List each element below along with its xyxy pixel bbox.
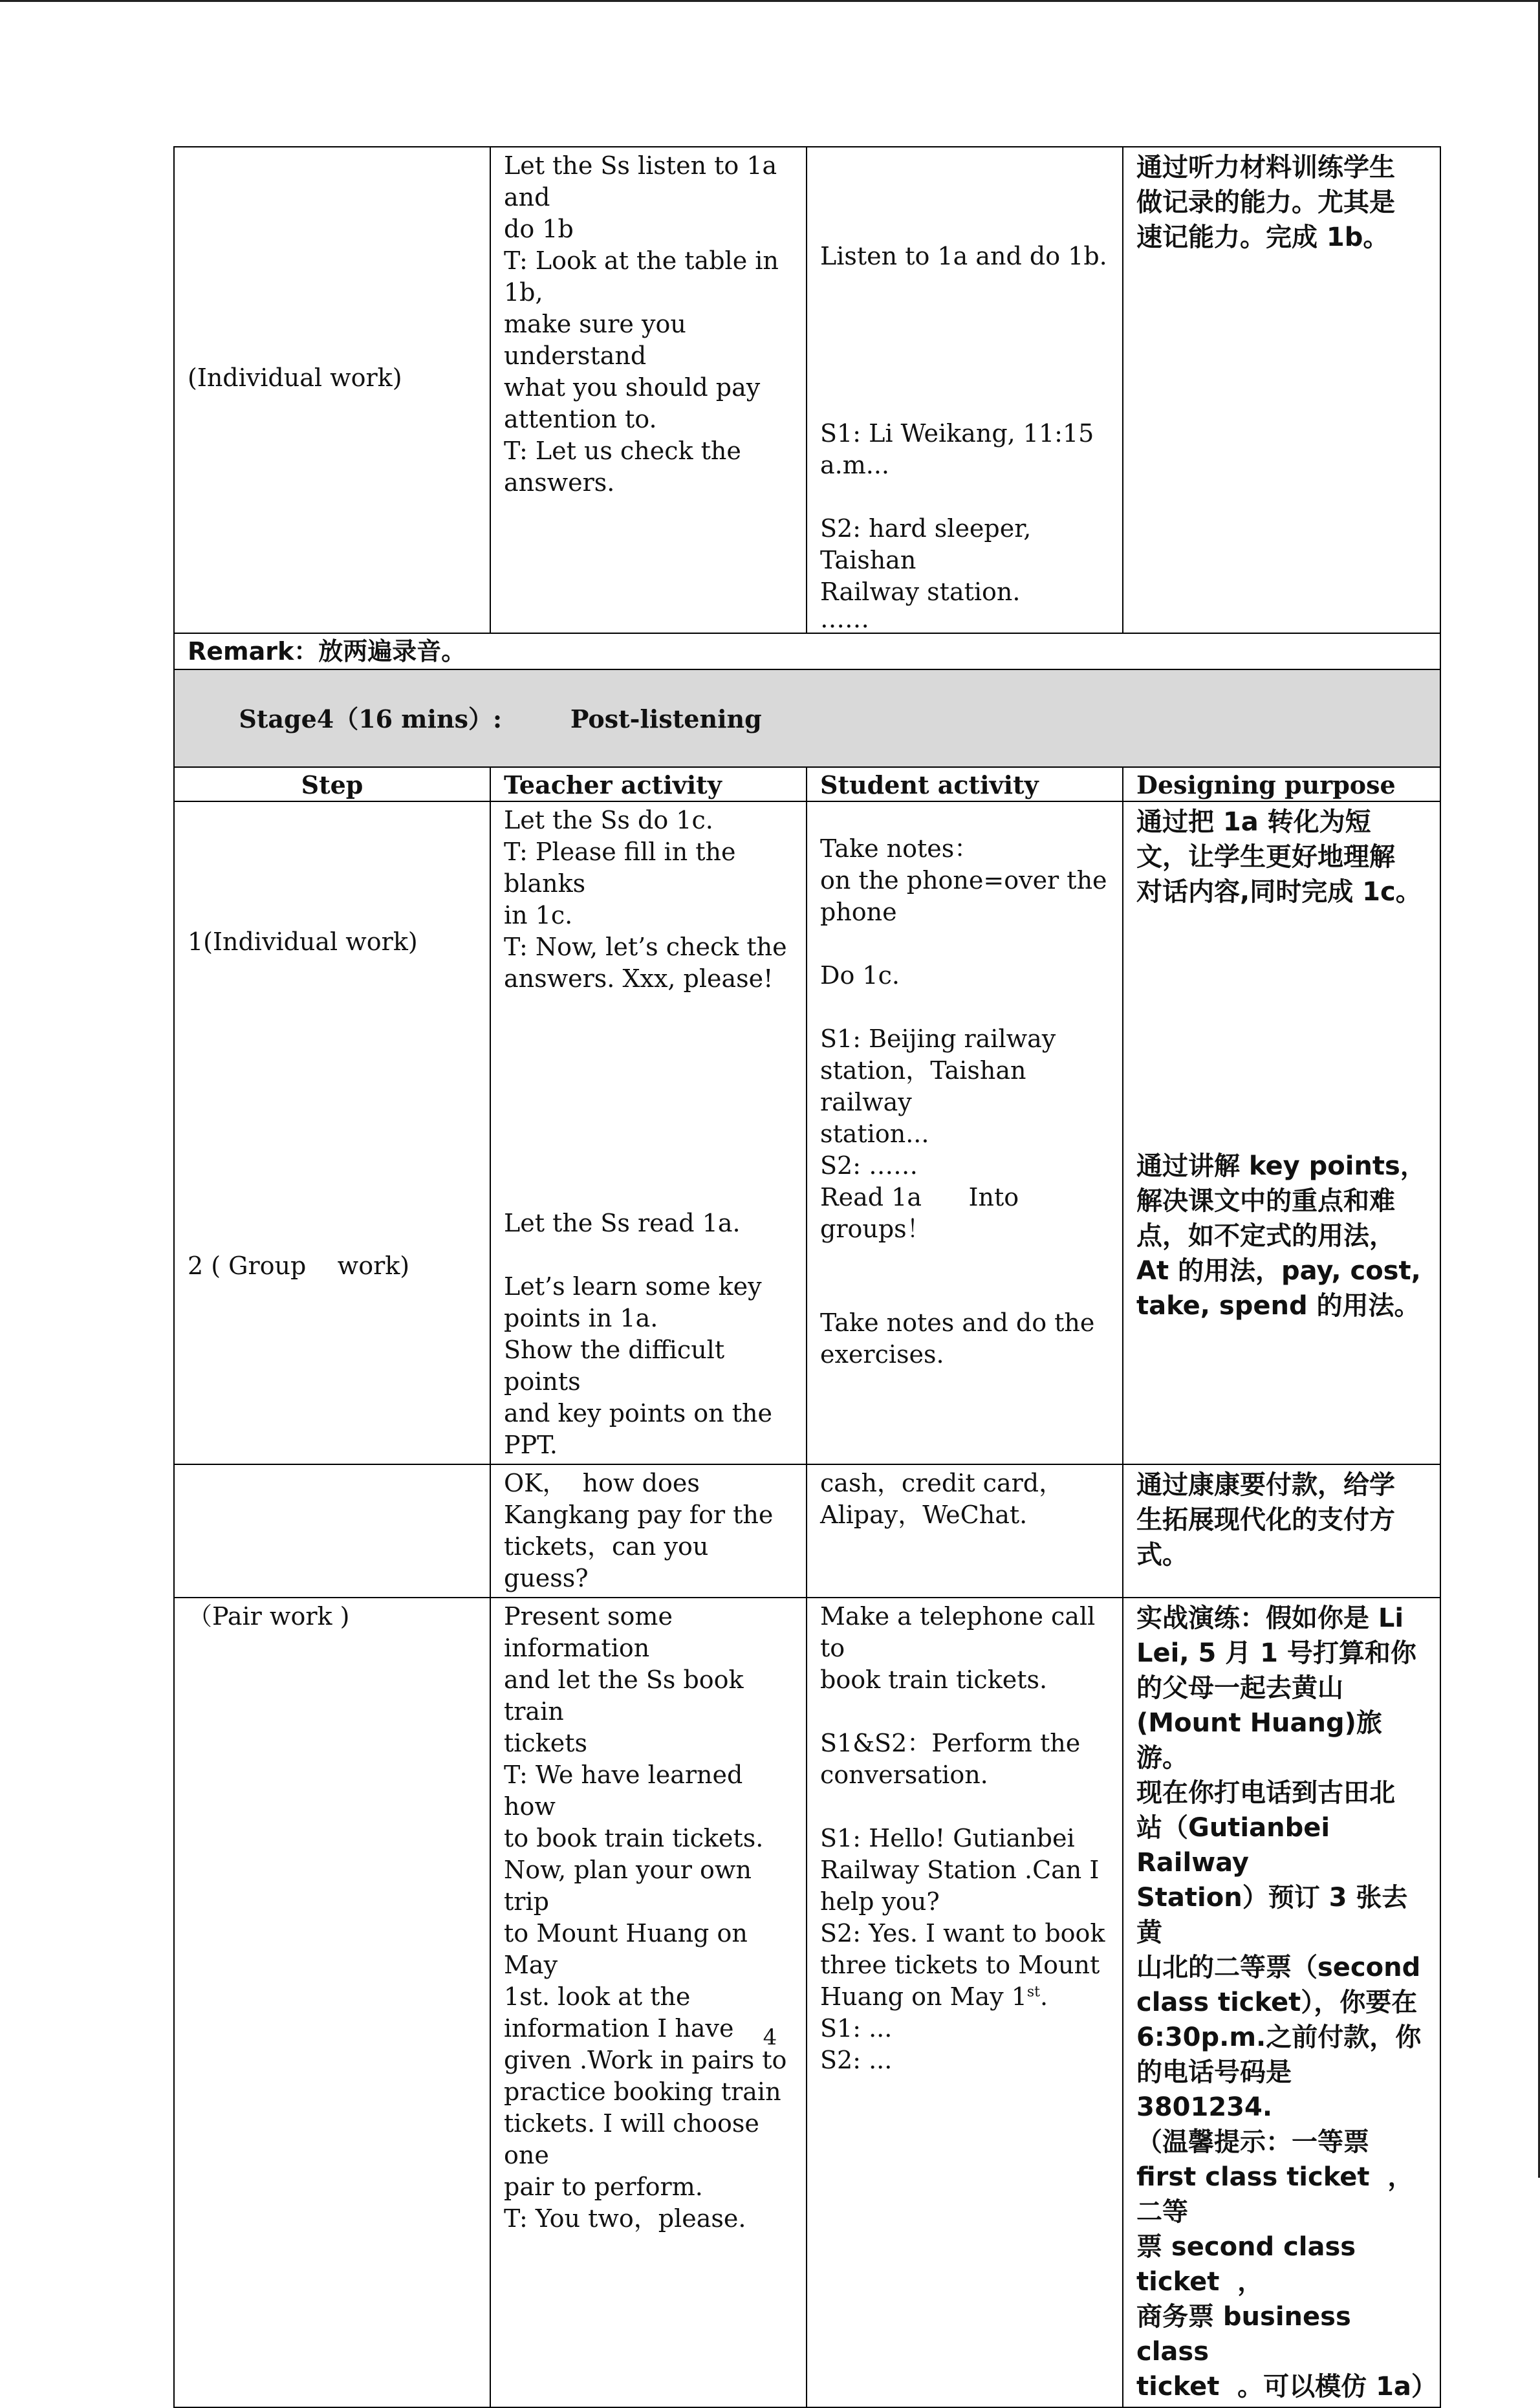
text-line: Kangkang pay for the: [504, 1501, 774, 1529]
designing-purpose-cell: [1123, 801, 1440, 1464]
text-line: 商务票 business class: [1136, 2302, 1360, 2367]
text-line: ticket 。可以模仿 1a）: [1136, 2372, 1437, 2402]
text-line: S1: Beijing railway: [820, 1025, 1056, 1053]
text-line: Do 1c.: [820, 961, 900, 990]
text-line: make sure you understand: [504, 310, 694, 370]
text-line: T: Let us check the: [504, 437, 741, 465]
text-line: a.m...: [820, 451, 890, 479]
student-activity-cell: [807, 801, 1123, 1464]
header-student: Student activity: [807, 767, 1123, 801]
text-line: S2: hard sleeper, Taishan: [820, 514, 1039, 574]
text-line: points in 1a.: [504, 1304, 658, 1332]
text-line: cash，credit card，: [820, 1469, 1064, 1497]
text-line: S1&S2：Perform the: [820, 1729, 1081, 1757]
text-line: S2: ...: [820, 2046, 893, 2074]
teacher-activity-cell: [490, 1464, 807, 1598]
text-line: 通过听力材料训练学生: [1136, 153, 1395, 182]
text-line: 速记能力。完成 1b。: [1136, 222, 1389, 252]
text-line: station...: [820, 1120, 929, 1148]
text-line: S2: Yes. I want to book: [820, 1919, 1105, 1947]
designing-purpose-cell: [1123, 1598, 1440, 2407]
designing-purpose-cell: [1123, 1464, 1440, 1598]
text-line: and key points on the: [504, 1399, 772, 1427]
text-line: Let the Ss read 1a.: [504, 1209, 741, 1237]
text-line: S1: Li Weikang, 11:15: [820, 419, 1094, 448]
text-line: conversation.: [820, 1761, 988, 1789]
table-row: [174, 801, 1440, 1464]
text-line: S1: Hello! Gutianbei: [820, 1824, 1075, 1852]
text-line: 6:30p.m.之前付款，你: [1136, 2023, 1422, 2052]
text-line: 式。: [1136, 1540, 1188, 1570]
remark-text: Remark：放两遍录音。: [188, 637, 466, 666]
text-line: 通过把 1a 转化为短: [1136, 807, 1371, 837]
step-label: （Pair work ): [188, 1602, 350, 1631]
text-line: Let the Ss do 1c.: [504, 806, 713, 834]
text-line: Now, plan your own trip: [504, 1856, 760, 1916]
teacher-activity-cell: [490, 1598, 807, 2407]
text-line: T: Now, let’s check the: [504, 933, 787, 961]
table-row: [174, 147, 1440, 633]
text-line: 站（Gutianbei Railway: [1136, 1813, 1339, 1878]
step-cell: [174, 1598, 490, 2407]
header-step: Step: [174, 767, 490, 801]
header-row: [174, 767, 1440, 801]
text-line: 生拓展现代化的支付方: [1136, 1505, 1395, 1535]
student-activity-cell: [807, 1598, 1123, 2407]
lesson-plan-table: [173, 146, 1441, 2408]
text-line: T: You two，please.: [504, 2204, 746, 2233]
text-line: (Mount Huang)旅游。: [1136, 1708, 1382, 1773]
text-line: in 1c.: [504, 901, 573, 929]
student-activity-cell: [807, 147, 1123, 633]
text-line: Station）预订 3 张去黄: [1136, 1883, 1408, 1947]
text-line: Read 1a Into groups！: [820, 1183, 1027, 1243]
header-teacher: Teacher activity: [490, 767, 807, 801]
teacher-activity-cell: [490, 801, 807, 1464]
text-line: ……: [820, 605, 869, 633]
step-cell: [174, 147, 490, 633]
text-line: Railway station.: [820, 578, 1021, 606]
text-line: to book train tickets.: [504, 1824, 764, 1852]
stage-row: [174, 669, 1440, 767]
text-line: what you should pay: [504, 373, 761, 402]
stage-title: Stage4（16 mins）: Post-listening: [239, 704, 762, 733]
text-line: Take notes and do the: [820, 1308, 1095, 1337]
text-line: S2: ……: [820, 1151, 918, 1180]
text-line: given .Work in pairs to: [504, 2046, 787, 2074]
text-line: attention to.: [504, 405, 657, 433]
step-cell: [174, 801, 490, 1464]
step-label: 2 ( Group work): [188, 1252, 410, 1280]
text-line: Make a telephone call to: [820, 1602, 1103, 1662]
text-line: T: Look at the table in 1b,: [504, 246, 786, 307]
text-line: phone: [820, 898, 897, 926]
text-line: Listen to 1a and do 1b.: [820, 242, 1107, 270]
text-line: do 1b: [504, 215, 574, 243]
text-line: information I have: [504, 2014, 734, 2043]
text-line: 的电话号码是 3801234.: [1136, 2057, 1301, 2122]
text-line: three tickets to Mount: [820, 1951, 1100, 1979]
text-line: [820, 1981, 1109, 2013]
text-line: Take notes：: [820, 834, 979, 863]
header-purpose: Designing purpose: [1123, 767, 1440, 801]
text-line: T: Please fill in the blanks: [504, 838, 744, 898]
text-line: PPT.: [504, 1431, 558, 1459]
text-line: practice booking train: [504, 2077, 781, 2106]
text-line: 通过讲解 key points，: [1136, 1151, 1426, 1181]
text-line: Railway Station .Can I: [820, 1856, 1100, 1884]
text-line: and let the Ss book train: [504, 1665, 752, 1726]
text-line: book train tickets.: [820, 1665, 1048, 1694]
text-line: （温馨提示：一等票: [1136, 2127, 1369, 2157]
text-line: tickets. I will choose one: [504, 2109, 767, 2169]
text-line: 文，让学生更好地理解: [1136, 842, 1395, 872]
text-line: station，Taishan railway: [820, 1056, 1034, 1116]
page-number: 4: [763, 2024, 777, 2050]
text-line: 做记录的能力。尤其是: [1136, 188, 1395, 217]
text-line: 现在你打电话到古田北: [1136, 1778, 1395, 1808]
text-line: Let’s learn some key: [504, 1272, 762, 1301]
text-line: At 的用法，pay, cost,: [1136, 1256, 1421, 1286]
remark-row: [174, 633, 1440, 669]
text-line: Show the difficult points: [504, 1336, 733, 1396]
table-row: [174, 1464, 1440, 1598]
text-line: OK， how does: [504, 1469, 700, 1497]
designing-purpose-cell: [1123, 147, 1440, 633]
text-line: Lei, 5 月 1 号打算和你: [1136, 1638, 1416, 1668]
text-line: 通过康康要付款，给学: [1136, 1470, 1395, 1500]
text-line: tickets，can you guess?: [504, 1532, 717, 1592]
text-line: answers. Xxx, please!: [504, 964, 774, 993]
ordinal-suffix: st: [1026, 1984, 1041, 2001]
remark-cell: [174, 633, 1440, 669]
text-line: Let the Ss listen to 1a and: [504, 151, 785, 212]
text-line: class ticket），你要在: [1136, 1988, 1418, 2017]
text-line: 的父母一起去黄山: [1136, 1673, 1343, 1703]
text-line: 1st. look at the: [504, 1982, 691, 2011]
text-line: on the phone=over the: [820, 866, 1107, 895]
text-line: Present some information: [504, 1602, 681, 1662]
text-line: take, spend 的用法。: [1136, 1291, 1420, 1321]
teacher-activity-cell: [490, 147, 807, 633]
stage-cell: [174, 669, 1440, 767]
table-row: [174, 1598, 1440, 2407]
text-line: T: We have learned how: [504, 1761, 751, 1821]
text-line: 实战演练：假如你是 Li: [1136, 1603, 1404, 1633]
text-part: .: [1040, 1982, 1048, 2011]
student-activity-cell: [807, 1464, 1123, 1598]
text-line: first class ticket ，二等: [1136, 2162, 1414, 2227]
text-line: help you?: [820, 1887, 940, 1916]
step-label: 1(Individual work): [188, 927, 418, 956]
text-line: 点，如不定式的用法，: [1136, 1221, 1395, 1251]
text-line: pair to perform.: [504, 2173, 703, 2201]
text-line: to Mount Huang on May: [504, 1919, 755, 1979]
text-line: answers.: [504, 468, 615, 497]
text-line: 解决课文中的重点和难: [1136, 1186, 1395, 1216]
text-part: Huang on May 1: [820, 1982, 1027, 2011]
text-line: tickets: [504, 1729, 587, 1757]
text-line: S1: ...: [820, 2014, 893, 2043]
text-line: 票 second class ticket ，: [1136, 2232, 1365, 2297]
step-label: (Individual work): [188, 363, 402, 392]
step-cell: [174, 1464, 490, 1598]
text-line: 对话内容,同时完成 1c。: [1136, 877, 1422, 907]
text-line: 山北的二等票（second: [1136, 1953, 1421, 1982]
text-line: exercises.: [820, 1340, 944, 1369]
text-line: Alipay，WeChat.: [820, 1501, 1028, 1529]
